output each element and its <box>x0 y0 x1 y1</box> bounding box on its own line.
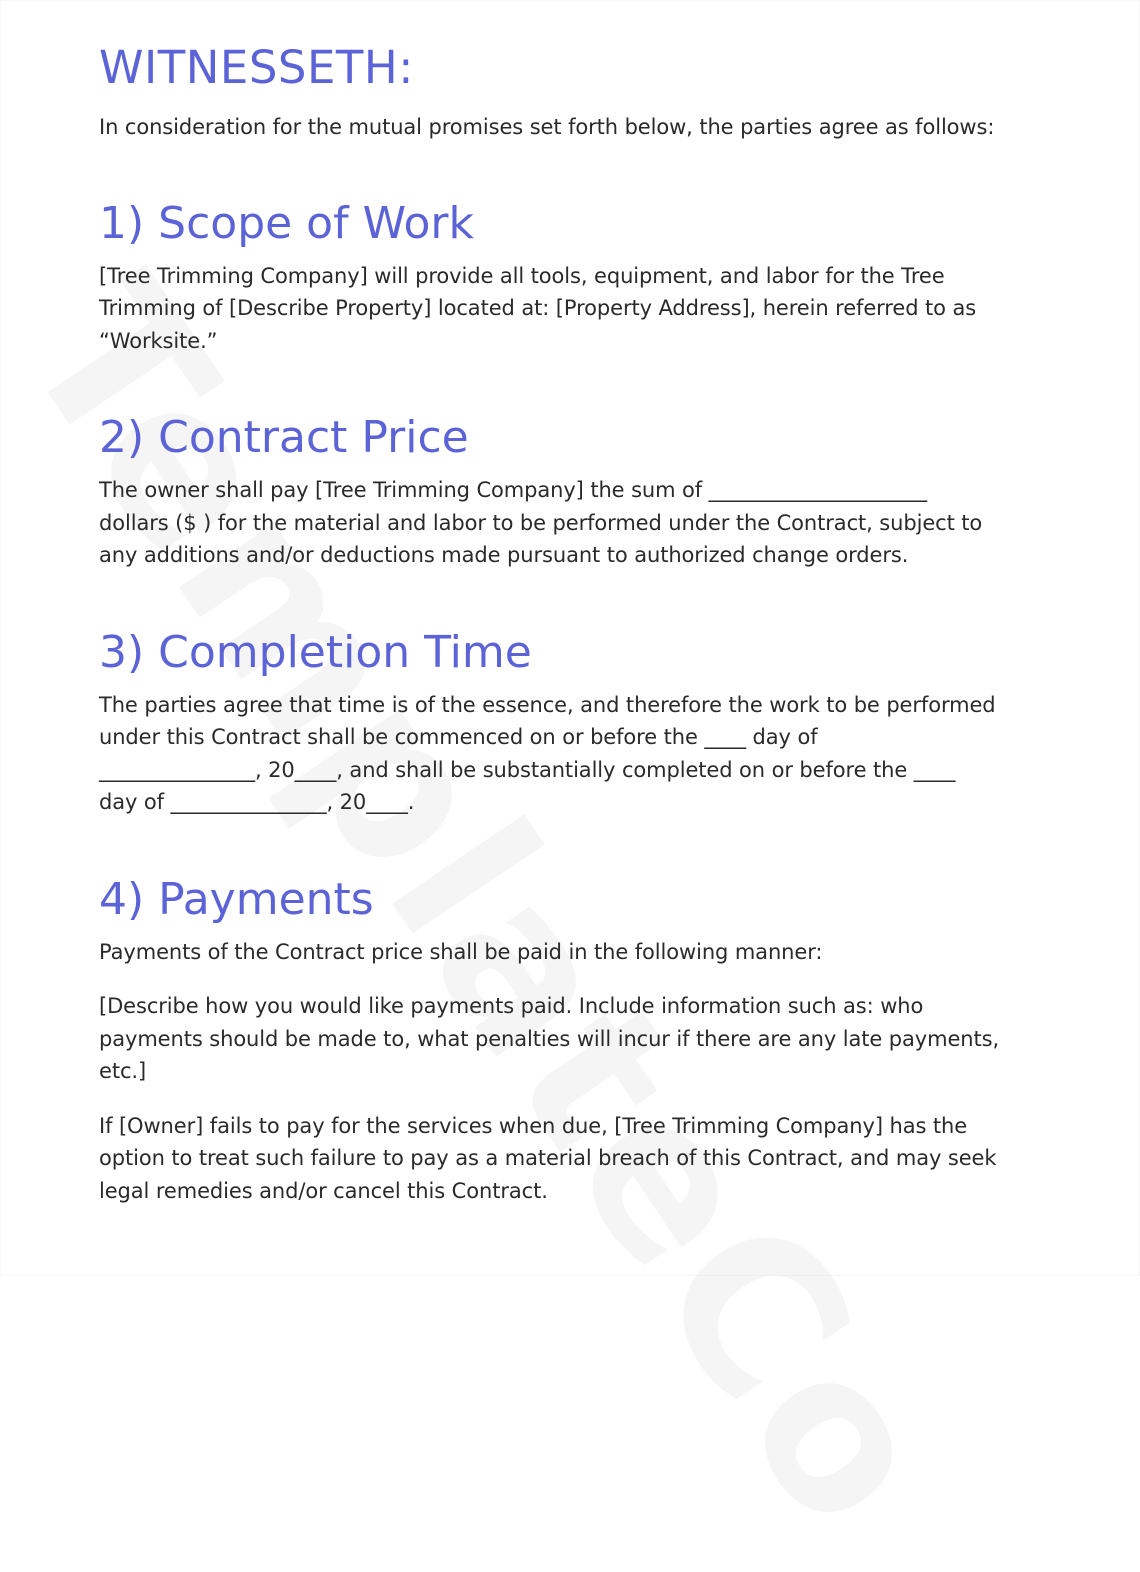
text-line: etc.] <box>99 1059 147 1083</box>
scope-of-work-paragraph <box>99 260 1059 358</box>
section-heading-contract-price: 2) Contract Price <box>99 412 469 463</box>
text-line: legal remedies and/or cancel this Contract. <box>99 1178 548 1203</box>
completion-time-paragraph <box>99 689 1059 819</box>
contract-price-paragraph <box>99 474 1059 572</box>
section-heading-completion-time: 3) Completion Time <box>99 626 532 678</box>
text-line: The parties agree that time is of the essence, and therefore the work to be performed <box>99 692 996 717</box>
payments-breach-paragraph <box>99 1110 1059 1208</box>
document-title: WITNESSETH: <box>99 41 414 94</box>
text-line: [Describe how you would like payments paid. Include information such as: who <box>99 994 924 1018</box>
text-line: Trimming of [Describe Property] located at: [Property Address], herein referred to as <box>99 296 977 320</box>
intro-paragraph: In consideration for the mutual promises set forth below, the parties agree as follows: <box>99 115 995 139</box>
text-line: [Tree Trimming Company] will provide all tools, equipment, and labor for the Tree <box>99 263 945 288</box>
payments-intro-paragraph: Payments of the Contract price shall be paid in the following manner: <box>99 939 823 964</box>
document-body <box>99 36 1059 1207</box>
payments-describe-paragraph <box>99 990 1059 1088</box>
text-line: any additions and/or deductions made pursuant to authorized change orders. <box>99 543 909 567</box>
section-heading-scope-of-work: 1) Scope of Work <box>99 197 474 249</box>
text-line: day of _______________, 20____. <box>99 790 415 814</box>
text-line: under this Contract shall be commenced on or before the ____ day of <box>99 725 818 749</box>
text-line: If [Owner] fails to pay for the services when due, [Tree Trimming Company] has the <box>99 1113 968 1138</box>
section-heading-payments: 4) Payments <box>99 873 374 925</box>
text-line: dollars ($ ) for the material and labor to be performed under the Contract, subject to <box>99 510 983 535</box>
text-line: _______________, 20____, and shall be substantially completed on or before the ____ <box>99 757 956 782</box>
text-line: “Worksite.” <box>99 328 218 353</box>
text-line: The owner shall pay [Tree Trimming Company] the sum of _____________________ <box>99 478 928 502</box>
text-line: option to treat such failure to pay as a material breach of this Contract, and may seek <box>99 1146 997 1170</box>
text-line: payments should be made to, what penalties will incur if there are any late payments, <box>99 1026 1000 1051</box>
